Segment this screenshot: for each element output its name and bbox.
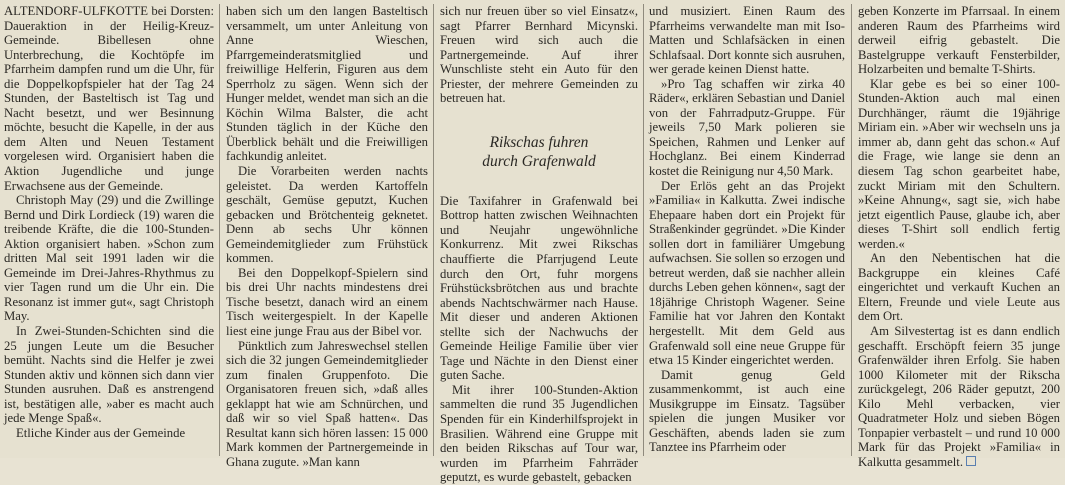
column-5 (858, 4, 1060, 470)
paragraph (858, 324, 1060, 469)
column-1 (4, 4, 214, 440)
subheading-line: Rikschas fuhren (489, 133, 589, 151)
paragraph: An den Nebentischen hat die Backgruppe ein kleines Café eingerichtet und verkauft Kuchen an Eltern, Freunde und viele Leute aus dem Ort. (858, 251, 1060, 324)
paragraph: Damit genug Geld zusammenkommt, ist auch eine Musikgruppe im Einsatz. Tagsüber spielen die jungen Musiker vor Geschäften, abends laden sie zum Tanztee ins Pfarrheim oder (649, 367, 845, 455)
paragraph: und musiziert. Einen Raum des Pfarrheims verwandelte man mit Iso-Matten und Schlafsäcken in einen Schlafsaal. Dort konnte sich ausruhen, wer gerade keinen Dienst hatte. (649, 4, 845, 77)
subheading-line: durch Grafenwald (482, 152, 596, 170)
column-3 (440, 4, 638, 485)
column-divider (851, 4, 852, 456)
paragraph: geben Konzerte im Pfarrsaal. In einem anderen Raum des Pfarrheims wird derweil eifrig gebastelt. Die Bastelgruppe verkauft Fensterbilder, Holzarbeiten und bemalte T-Shirts. (858, 4, 1060, 77)
paragraph: »Pro Tag schaffen wir zirka 40 Räder«, erklären Sebastian und Daniel von der Fahrradputz-Gruppe. Für jeweils 7,50 Mark polieren sie Speichen, Rahmen und Lenker auf Hochglanz. Bei einem Kinderrad kostet die Reinigung nur 4,50 Mark. (649, 76, 845, 179)
paragraph-text: Am Silvestertag ist es dann endlich geschafft. Erschöpft feiern 35 junge Grafenwälder ihren Erfolg. Sie haben 1000 Kilometer mit der Rikscha zurückgelegt, 206 Räder geputzt, 200 Kilo Mehl verbacken, vier Quadratmeter Holz und sieben Bögen Tonpapier verbastelt – und rund 10 000 Mark für das Projekt »Familia« in Kalkutta gesammelt. (858, 324, 1060, 469)
paragraph: Die Vorarbeiten werden nachts geleistet. Da werden Kartoffeln geschält, Gemüse geputzt, Kuchen gebacken und Brötchenteig geknetet. Denn ab sechs Uhr können Gemeindemitglieder zum Frühstück kommen. (226, 164, 428, 266)
paragraph: ALTENDORF-ULFKOTTE bei Dorsten: Daueraktion in der Heilig-Kreuz-Gemeinde. Bibellesen ohne Unterbrechung, die Kochtöpfe im Pfarrheim dampfen rund um die Uhr, für die Doppelkopfspieler hat der Tag 24 Stunden, der Basteltisch ist Tag und Nacht besetzt, und wer Besinnung möchte, besucht die Kapelle, in der aus dem Alten und Neuen Testament vorgelesen wird. Organisiert haben die Aktion Jugendliche und junge Erwachsene aus der Gemeinde. (4, 4, 214, 193)
column-divider (643, 4, 644, 456)
paragraph: Mit ihrer 100-Stunden-Aktion sammelten die rund 35 Jugendlichen Spenden für ein Kinderhilfsprojekt in Brasilien. Während eine Gruppe mit den beiden Rikschas auf Tour war, wurden im Pfarrheim Fahrräder geputzt, es wurde gebastelt, gebacken (440, 382, 638, 485)
paragraph: Etliche Kinder aus der Gemeinde (16, 425, 186, 440)
column-2 (226, 4, 428, 470)
paragraph: sich nur freuen über so viel Einsatz«, sagt Pfarrer Bernhard Micynski. Freuen wird sich auch die Partnergemeinde. Auf ihrer Wunschliste steht ein Auto für den Priester, der mehrere Gemeinden zu betreuen hat. (440, 4, 638, 106)
subheading (440, 133, 638, 171)
column-divider (219, 4, 220, 456)
paragraph: Christoph May (29) und die Zwillinge Bernd und Dirk Lordieck (19) waren die treibende Kräfte, die die 100-Stunden-Aktion organisiert haben. »Schon zum dritten Mal seit 1991 laden wir die Gemeinde im Drei-Jahres-Rhythmus zu vier Tagen rund um die Uhr ein. Die Resonanz ist immer gut«, sagt Christoph May. (4, 193, 214, 324)
column-divider (433, 4, 434, 456)
end-of-article-mark (966, 456, 976, 466)
paragraph: Klar gebe es bei so einer 100-Stunden-Aktion auch mal einen Durchhänger, räumt die 19jährige Miriam ein. »Aber wir wechseln uns ja immer ab, dann geht das schon.« Auf die Frage, wie lange sie denn an diesem Tag schon gearbeitet habe, zuckt Miriam mit den Schultern. »Keine Ahnung«, sagt sie, »ich habe jetzt eigentlich Pause, glaube ich, aber dieses T-Shirt soll endlich fertig werden.« (858, 76, 1060, 251)
paragraph: In Zwei-Stunden-Schichten sind die 25 jungen Leute um die Besucher bemüht. Nachts sind die Helfer je zwei Stunden aktiv und können sich dann vier Stunden ausruhen. Daß es anstrengend ist, bestätigen alle, »aber es macht auch jede Menge Spaß«. (4, 324, 214, 426)
paragraph: Bei den Doppelkopf-Spielern sind bis drei Uhr nachts mindestens drei Tische besetzt, danach wird an einem Tisch weitergespielt. In der Kapelle liest eine junge Frau aus der Bibel vor. (226, 265, 428, 339)
paragraph: Die Taxifahrer in Grafenwald bei Bottrop hatten zwischen Weihnachten und Neujahr ungewöhnliche Konkurrenz. Mit zwei Rikschas chauffierte die Pfarrjugend Leute durch den Ort, fuhr morgens Frühstücksbrötchen aus und brachte abends Nachtschwärmer nach Hause. Mit dieser und anderen Aktionen stellte sich der Nachwuchs der Gemeinde Heilige Familie über vier Tage und Nächte in den Dienst einer guten Sache. (440, 193, 638, 383)
paragraph: haben sich um den langen Basteltisch versammelt, um unter Anleitung von Anne Wieschen, Pfarrgemeinderatsmitglied und freiwillige Helferin, Figuren aus dem Sperrholz zu sägen. Wenn sich der Hunger meldet, wendet man sich an die Köchin Wilma Balster, die acht Stunden täglich in der Küche den Überblick behält und die Freiwilligen fachkundig anleitet. (226, 4, 428, 164)
paragraph: Pünktlich zum Jahreswechsel stellen sich die 32 jungen Gemeindemitglieder zum finalen Gruppenfoto. Die Organisatoren freuen sich, »daß alles geklappt hat wie am Schnürchen, und daß wir so viel Spaß hatten«. Das Resultat kann sich hören lassen: 15 000 Mark kommen der Partnergemeinde in Ghana zugute. »Man kann (226, 338, 428, 469)
paragraph: Der Erlös geht an das Projekt »Familia« in Kalkutta. Zwei indische Ehepaare haben dort ein Projekt für Straßenkinder gegründet. »Die Kinder sollen dort in familiärer Umgebung aufwachsen. Sie sollen so erzogen und betreut werden, daß sie nachher allein durchs Leben gehen können«, sagt der 18jährige Christoph Wagener. Seine Familie hat vor Jahren den Kontakt hergestellt. Mit dem Geld aus Grafenwald soll eine neue Gruppe für etwa 15 Kinder eingerichtet werden. (649, 178, 845, 368)
column-4 (649, 4, 845, 455)
